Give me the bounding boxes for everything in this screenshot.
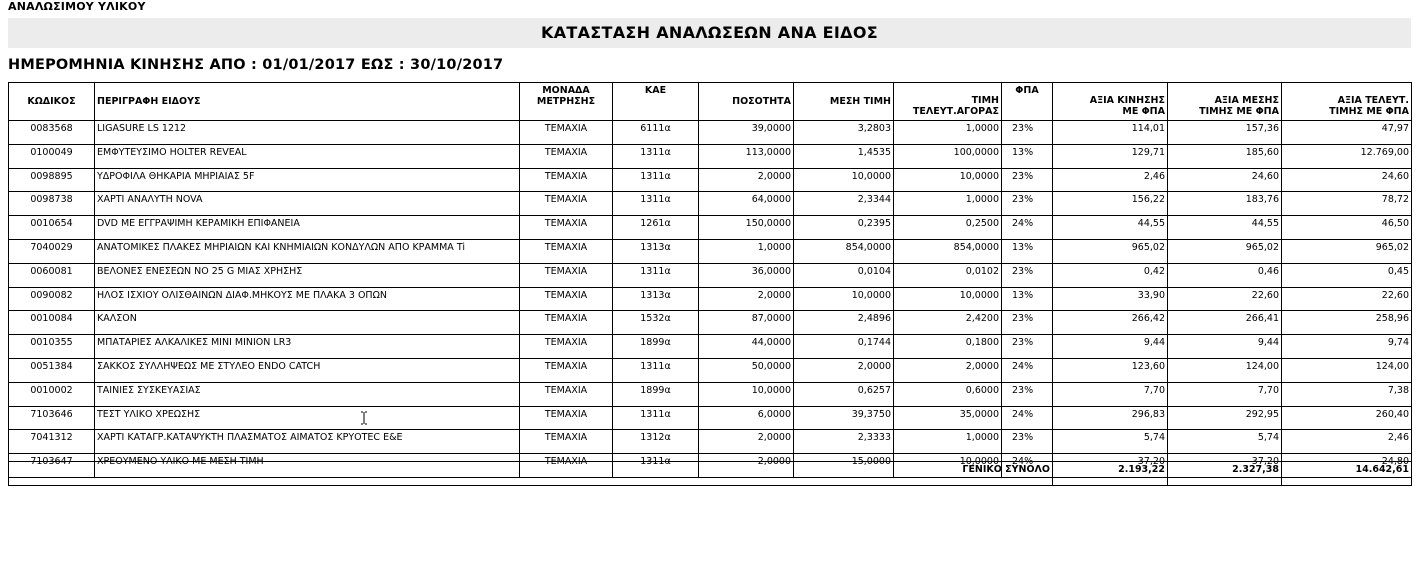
cell-quantity: 44,0000: [699, 335, 794, 359]
date-range: ΗΜΕΡΟΜΗΝΙΑ ΚΙΝΗΣΗΣ ΑΠΟ : 01/01/2017 ΕΩΣ : 30/10/2017: [8, 57, 504, 73]
cell-value-last: 46,50: [1282, 216, 1412, 240]
cell-avg-price: 2,4896: [794, 311, 894, 335]
cell-vat: 13%: [1002, 239, 1053, 263]
cell-description: ΧΑΡΤΙ ΚΑΤΑΓΡ.ΚΑΤΑΨΥΚΤΗ ΠΛΑΣΜΑΤΟΣ ΑΙΜΑΤΟΣ ΚΡΥΟΤΕC E&E: [95, 430, 520, 454]
cell-unit: ΤΕΜΑΧΙΑ: [520, 335, 613, 359]
table-row: [9, 287, 1412, 311]
table-row: [9, 144, 1412, 168]
cell-value-last: 12.769,00: [1282, 144, 1412, 168]
cell-avg-price: 0,6257: [794, 382, 894, 406]
cell-value-last: 78,72: [1282, 192, 1412, 216]
cell-value-last: 2,46: [1282, 430, 1412, 454]
cell-description: ΑΝΑΤΟΜΙΚΕΣ ΠΛΑΚΕΣ ΜΗΡΙΑΙΩΝ ΚΑΙ ΚΝΗΜΙΑΙΩΝ ΚΟΝΔΥΛΩΝ ΑΠΟ ΚΡΑΜΜΑ Ti: [95, 239, 520, 263]
cell-vat: 24%: [1002, 216, 1053, 240]
table-row: [9, 121, 1412, 145]
cell-kae: 1311α: [613, 358, 699, 382]
table-row: [9, 382, 1412, 406]
cell-value-avg: 9,44: [1168, 335, 1282, 359]
cell-vat: 24%: [1002, 454, 1053, 478]
cell-avg-price: 2,3333: [794, 430, 894, 454]
cell-vat: 23%: [1002, 168, 1053, 192]
cell-vat: 23%: [1002, 311, 1053, 335]
cell-description: ΧΑΡΤΙ ΑΝΑΛΥΤΗ NOVA: [95, 192, 520, 216]
cell-kae: 1313α: [613, 287, 699, 311]
cell-code: 0100049: [9, 144, 95, 168]
cell-value-last: 260,40: [1282, 406, 1412, 430]
cell-value-move: 156,22: [1053, 192, 1168, 216]
cell-last-price: 1,0000: [894, 121, 1002, 145]
cell-avg-price: 10,0000: [794, 287, 894, 311]
col-header-value-last: [1282, 83, 1412, 121]
cell-last-price: 2,4200: [894, 311, 1002, 335]
cell-value-last: 965,02: [1282, 239, 1412, 263]
col-header-last-price-line2: ΤΕΛΕΥΤ.ΑΓΟΡΑΣ: [912, 106, 999, 117]
cell-value-avg: 22,60: [1168, 287, 1282, 311]
cell-kae: 1311α: [613, 454, 699, 478]
table-row: [9, 358, 1412, 382]
col-header-value-avg: [1168, 83, 1282, 121]
cell-value-avg: 7,70: [1168, 382, 1282, 406]
cell-value-move: 0,42: [1053, 263, 1168, 287]
table-row: [9, 263, 1412, 287]
cell-value-move: 123,60: [1053, 358, 1168, 382]
cell-value-move: 965,02: [1053, 239, 1168, 263]
cell-avg-price: 3,2803: [794, 121, 894, 145]
cell-kae: 1532α: [613, 311, 699, 335]
cell-last-price: 10,0000: [894, 287, 1002, 311]
cell-code: 7040029: [9, 239, 95, 263]
cell-quantity: 50,0000: [699, 358, 794, 382]
cell-last-price: 0,0102: [894, 263, 1002, 287]
cell-description: ΚΑΛΣΟΝ: [95, 311, 520, 335]
total-value-last: 14.642,61: [1282, 462, 1412, 486]
total-value-avg: 2.327,38: [1168, 462, 1282, 486]
cell-quantity: 150,0000: [699, 216, 794, 240]
cell-value-avg: 44,55: [1168, 216, 1282, 240]
cell-vat: 24%: [1002, 358, 1053, 382]
cell-quantity: 6,0000: [699, 406, 794, 430]
cell-value-avg: 185,60: [1168, 144, 1282, 168]
cell-kae: 1899α: [613, 382, 699, 406]
cell-unit: ΤΕΜΑΧΙΑ: [520, 454, 613, 478]
cell-code: 7041312: [9, 430, 95, 454]
cell-unit: ΤΕΜΑΧΙΑ: [520, 263, 613, 287]
cell-last-price: 1,0000: [894, 192, 1002, 216]
cell-unit: ΤΕΜΑΧΙΑ: [520, 358, 613, 382]
cell-value-move: 33,90: [1053, 287, 1168, 311]
cell-vat: 23%: [1002, 335, 1053, 359]
cell-kae: 1311α: [613, 263, 699, 287]
cell-value-move: 44,55: [1053, 216, 1168, 240]
cell-value-avg: 157,36: [1168, 121, 1282, 145]
col-header-code: ΚΩΔΙΚΟΣ: [9, 83, 95, 121]
cell-kae: 1311α: [613, 168, 699, 192]
col-header-kae: ΚΑΕ: [613, 83, 699, 121]
cell-quantity: 113,0000: [699, 144, 794, 168]
cell-last-price: 1,0000: [894, 430, 1002, 454]
cell-avg-price: 10,0000: [794, 168, 894, 192]
cell-value-avg: 24,60: [1168, 168, 1282, 192]
cell-avg-price: 2,0000: [794, 358, 894, 382]
cell-last-price: 100,0000: [894, 144, 1002, 168]
cell-value-move: 2,46: [1053, 168, 1168, 192]
cell-unit: ΤΕΜΑΧΙΑ: [520, 216, 613, 240]
cell-quantity: 39,0000: [699, 121, 794, 145]
cell-description: ΕΜΦΥΤΕΥΣΙΜΟ HOLTER REVEAL: [95, 144, 520, 168]
cell-code: 0083568: [9, 121, 95, 145]
cell-code: 0010654: [9, 216, 95, 240]
col-header-unit-line1: ΜΟΝΑΔΑ: [542, 85, 590, 96]
report-category-label: ΑΝΑΛΩΣΙΜΟΥ ΥΛΙΚΟΥ: [8, 0, 146, 13]
totals-label: ΓΕΝΙΚΟ ΣΥΝΟΛΟ: [9, 462, 1053, 486]
cell-description: LIGASURE LS 1212: [95, 121, 520, 145]
cell-vat: 13%: [1002, 144, 1053, 168]
cell-quantity: 36,0000: [699, 263, 794, 287]
cell-code: 0051384: [9, 358, 95, 382]
cell-vat: 23%: [1002, 263, 1053, 287]
cell-kae: 6111α: [613, 121, 699, 145]
table-row: [9, 406, 1412, 430]
cell-code: 0010002: [9, 382, 95, 406]
cell-kae: 1261α: [613, 216, 699, 240]
table-row: [9, 216, 1412, 240]
table-row: [9, 239, 1412, 263]
cell-quantity: 2,0000: [699, 430, 794, 454]
cell-value-move: 266,42: [1053, 311, 1168, 335]
table-header-row: [9, 83, 1412, 121]
cell-unit: ΤΕΜΑΧΙΑ: [520, 239, 613, 263]
cell-quantity: 2,0000: [699, 454, 794, 478]
cell-vat: 23%: [1002, 121, 1053, 145]
cell-description: ΤΑΙΝΙΕΣ ΣΥΣΚΕΥΑΣΙΑΣ: [95, 382, 520, 406]
cell-value-avg: 5,74: [1168, 430, 1282, 454]
cell-unit: ΤΕΜΑΧΙΑ: [520, 382, 613, 406]
cell-value-avg: 266,41: [1168, 311, 1282, 335]
cell-last-price: 0,2500: [894, 216, 1002, 240]
table-row: [9, 335, 1412, 359]
cell-avg-price: 15,0000: [794, 454, 894, 478]
cell-avg-price: 39,3750: [794, 406, 894, 430]
cell-unit: ΤΕΜΑΧΙΑ: [520, 121, 613, 145]
cell-value-last: 124,00: [1282, 358, 1412, 382]
cell-unit: ΤΕΜΑΧΙΑ: [520, 430, 613, 454]
cell-avg-price: 2,3344: [794, 192, 894, 216]
cell-value-move: 7,70: [1053, 382, 1168, 406]
cell-description: ΜΠΑΤΑΡΙΕΣ ΑΛΚΑΛΙΚΕΣ MINI MINION LR3: [95, 335, 520, 359]
cell-avg-price: 854,0000: [794, 239, 894, 263]
cell-quantity: 64,0000: [699, 192, 794, 216]
col-header-description: ΠΕΡΙΓΡΑΦΗ ΕΙΔΟΥΣ: [95, 83, 520, 121]
col-header-last-price-line1: ΤΙΜΗ: [971, 95, 999, 106]
cell-kae: 1311α: [613, 192, 699, 216]
cell-unit: ΤΕΜΑΧΙΑ: [520, 311, 613, 335]
col-header-value-last-line2: ΤΙΜΗΣ ΜΕ ΦΠΑ: [1329, 106, 1409, 117]
col-header-value-move-line1: ΑΞΙΑ ΚΙΝΗΣΗΣ: [1089, 95, 1165, 106]
cell-unit: ΤΕΜΑΧΙΑ: [520, 406, 613, 430]
cell-value-avg: 292,95: [1168, 406, 1282, 430]
col-header-vat: ΦΠΑ: [1002, 83, 1053, 121]
cell-value-last: 7,38: [1282, 382, 1412, 406]
col-header-value-move-line2: ΜΕ ΦΠΑ: [1122, 106, 1165, 117]
cell-value-avg: 124,00: [1168, 358, 1282, 382]
cell-quantity: 1,0000: [699, 239, 794, 263]
cell-code: 7103647: [9, 454, 95, 478]
table-row: [9, 430, 1412, 454]
cell-value-last: 258,96: [1282, 311, 1412, 335]
cell-quantity: 2,0000: [699, 168, 794, 192]
cell-vat: 23%: [1002, 382, 1053, 406]
cell-description: ΥΔΡΟΦΙΛΑ ΘΗΚΑΡΙΑ ΜΗΡΙΑΙΑΣ 5F: [95, 168, 520, 192]
cell-vat: 13%: [1002, 287, 1053, 311]
cell-avg-price: 0,0104: [794, 263, 894, 287]
cell-code: 0060081: [9, 263, 95, 287]
totals-row: [8, 461, 1412, 486]
cell-kae: 1311α: [613, 144, 699, 168]
cell-vat: 23%: [1002, 192, 1053, 216]
col-header-value-avg-line1: ΑΞΙΑ ΜΕΣΗΣ: [1214, 95, 1279, 106]
table-row: [9, 192, 1412, 216]
col-header-avg-price: ΜΕΣΗ ΤΙΜΗ: [794, 83, 894, 121]
cell-description: ΣΑΚΚΟΣ ΣΥΛΛΗΨΕΩΣ ΜΕ ΣΤΥΛΕΟ ENDO CATCH: [95, 358, 520, 382]
col-header-value-last-line1: ΑΞΙΑ ΤΕΛΕΥΤ.: [1337, 95, 1409, 106]
col-header-value-avg-line2: ΤΙΜΗΣ ΜΕ ΦΠΑ: [1199, 106, 1279, 117]
cell-last-price: 0,1800: [894, 335, 1002, 359]
cell-value-last: 0,45: [1282, 263, 1412, 287]
cell-value-avg: 965,02: [1168, 239, 1282, 263]
cell-unit: ΤΕΜΑΧΙΑ: [520, 192, 613, 216]
cell-value-move: 129,71: [1053, 144, 1168, 168]
cell-quantity: 2,0000: [699, 287, 794, 311]
cell-value-avg: 183,76: [1168, 192, 1282, 216]
cell-value-move: 296,83: [1053, 406, 1168, 430]
cell-kae: 1313α: [613, 239, 699, 263]
cell-unit: ΤΕΜΑΧΙΑ: [520, 287, 613, 311]
cell-quantity: 10,0000: [699, 382, 794, 406]
cell-last-price: 35,0000: [894, 406, 1002, 430]
total-value-move: 2.193,22: [1053, 462, 1168, 486]
cell-unit: ΤΕΜΑΧΙΑ: [520, 168, 613, 192]
cell-vat: 23%: [1002, 430, 1053, 454]
cell-description: DVD ΜΕ ΕΓΓΡΑΨΙΜΗ ΚΕΡΑΜΙΚΗ ΕΠΙΦΑΝΕΙΑ: [95, 216, 520, 240]
cell-last-price: 2,0000: [894, 358, 1002, 382]
col-header-unit: [520, 83, 613, 121]
table-row: [9, 311, 1412, 335]
cell-code: 7103646: [9, 406, 95, 430]
cell-last-price: 10,0000: [894, 168, 1002, 192]
cell-value-move: 37,20: [1053, 454, 1168, 478]
cell-value-move: 5,74: [1053, 430, 1168, 454]
consumption-table: [8, 82, 1412, 478]
cell-code: 0098738: [9, 192, 95, 216]
cell-code: 0098895: [9, 168, 95, 192]
cell-code: 0090082: [9, 287, 95, 311]
cell-value-last: 24,60: [1282, 168, 1412, 192]
cell-value-last: 9,74: [1282, 335, 1412, 359]
cell-description: ΗΛΟΣ ΙΣΧΙΟΥ ΟΛΙΣΘΑΙΝΩΝ ΔΙΑΦ.ΜΗΚΟΥΣ ΜΕ ΠΛΑΚΑ 3 ΟΠΩΝ: [95, 287, 520, 311]
cell-code: 0010084: [9, 311, 95, 335]
cell-last-price: 10,0000: [894, 454, 1002, 478]
cell-value-last: 24,80: [1282, 454, 1412, 478]
col-header-unit-line2: ΜΕΤΡΗΣΗΣ: [536, 96, 596, 107]
cell-quantity: 87,0000: [699, 311, 794, 335]
cell-last-price: 0,6000: [894, 382, 1002, 406]
cell-avg-price: 1,4535: [794, 144, 894, 168]
table-row: [9, 168, 1412, 192]
cell-value-avg: 0,46: [1168, 263, 1282, 287]
cell-value-last: 22,60: [1282, 287, 1412, 311]
cell-vat: 24%: [1002, 406, 1053, 430]
cell-value-move: 9,44: [1053, 335, 1168, 359]
cell-description: ΒΕΛΟΝΕΣ ΕΝΕΣΕΩΝ ΝΟ 25 G ΜΙΑΣ ΧΡΗΣΗΣ: [95, 263, 520, 287]
cell-value-move: 114,01: [1053, 121, 1168, 145]
cell-description: ΤΕΣΤ ΥΛΙΚΟ ΧΡΕΩΣΗΣ: [95, 406, 520, 430]
cell-value-avg: 37,20: [1168, 454, 1282, 478]
cell-unit: ΤΕΜΑΧΙΑ: [520, 144, 613, 168]
cell-kae: 1312α: [613, 430, 699, 454]
cell-avg-price: 0,2395: [794, 216, 894, 240]
cell-avg-price: 0,1744: [794, 335, 894, 359]
col-header-last-price: [894, 83, 1002, 121]
cell-code: 0010355: [9, 335, 95, 359]
cell-value-last: 47,97: [1282, 121, 1412, 145]
report-title: ΚΑΤΑΣΤΑΣΗ ΑΝΑΛΩΣΕΩΝ ΑΝΑ ΕΙΔΟΣ: [8, 18, 1411, 48]
cell-kae: 1899α: [613, 335, 699, 359]
col-header-quantity: ΠΟΣΟΤΗΤΑ: [699, 83, 794, 121]
cell-description: ΧΡΕΟΥΜΕΝΟ ΥΛΙΚΟ ΜΕ ΜΕΣΗ ΤΙΜΗ: [95, 454, 520, 478]
cell-kae: 1311α: [613, 406, 699, 430]
text-cursor-icon: [360, 411, 368, 425]
cell-last-price: 854,0000: [894, 239, 1002, 263]
col-header-value-move: [1053, 83, 1168, 121]
